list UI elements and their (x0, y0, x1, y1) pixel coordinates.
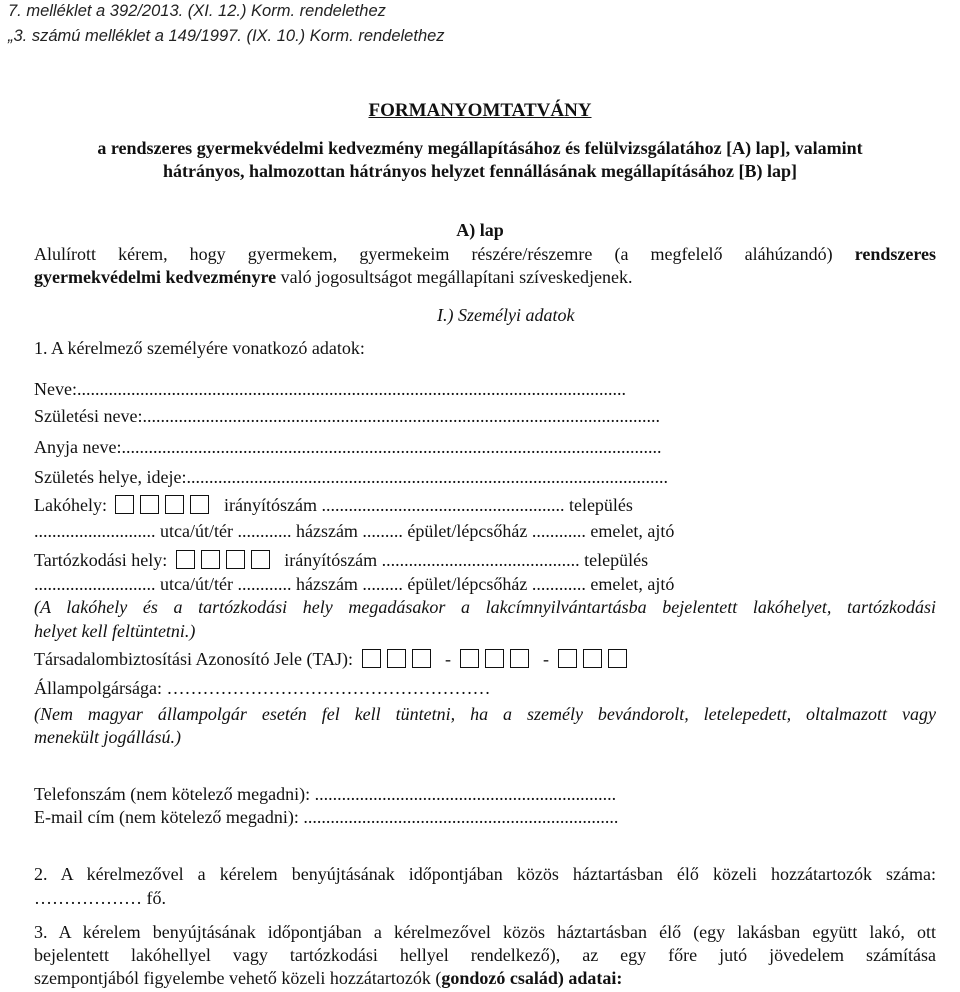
postcode-box[interactable] (190, 495, 209, 514)
field-anyja-neve[interactable]: Anyja neve:........................................................................................................................ (34, 437, 662, 457)
allampolgar-note-line-2: menekült jogállású.) (34, 727, 181, 747)
section-a-title: A) lap (456, 220, 504, 240)
field-szuletes-helye[interactable]: Születés helye, ideje:........................................................................................................... (34, 467, 668, 487)
lakohely-rest: irányítószám ...................................................... település (223, 495, 633, 515)
postcode-box[interactable] (226, 550, 245, 569)
postcode-box[interactable] (140, 495, 159, 514)
taj-box[interactable] (460, 649, 479, 668)
item-2-line-2[interactable]: ……………… fő. (34, 888, 166, 908)
form-subtitle-line-2: hátrányos, halmozottan hátrányos helyzet fennállásának megállapításához [B) lap] (162, 161, 798, 181)
form-title: FORMANYOMTATVÁNY (368, 100, 592, 121)
taj-box[interactable] (485, 649, 504, 668)
intro-line-1 (34, 243, 936, 265)
taj-box[interactable] (510, 649, 529, 668)
taj-box[interactable] (608, 649, 627, 668)
taj-box[interactable] (583, 649, 602, 668)
postcode-box[interactable] (251, 550, 270, 569)
lakcim-note-line-2: helyet kell feltüntetni.) (34, 621, 196, 641)
taj-group-2[interactable] (460, 648, 535, 670)
field-email[interactable]: E-mail cím (nem kötelező megadni): ...................................................................... (34, 807, 619, 827)
item-2-line-1: 2. A kérelmezővel a kérelem benyújtásának időpontjában közös háztartásban élő közeli hozzátartozók száma: (34, 864, 936, 884)
field-allampolgarsag[interactable]: Állampolgársága: ……………………………………………… (34, 678, 491, 698)
item-3-line-3 (34, 967, 936, 989)
field-tartozkodasi-line-2[interactable]: ........................... utca/út/tér ............ házszám ......... épület/lépcsőház ............ emelet, ajtó (34, 574, 675, 594)
item-3-line-3-text: szempontjából figyelembe vehető közeli hozzátartozók ( (34, 968, 442, 988)
postcode-box[interactable] (115, 495, 134, 514)
field-lakohely-line-2[interactable]: ........................... utca/út/tér ............ házszám ......... épület/lépcsőház ............ emelet, ajtó (34, 521, 675, 541)
taj-label: Társadalombiztosítási Azonosító Jele (TAJ): (34, 649, 353, 669)
taj-dash-2: - (543, 649, 549, 669)
taj-group-1[interactable] (362, 648, 437, 670)
taj-box[interactable] (558, 649, 577, 668)
intro-line-2-text: való jogosultságot megállapítani szíveskedjenek. (280, 267, 633, 287)
tartozkodasi-label: Tartózkodási hely: (34, 550, 168, 570)
lakohely-label: Lakóhely: (34, 495, 107, 515)
header-line-1: 7. melléklet a 392/2013. (XI. 12.) Korm. rendelethez (8, 2, 386, 20)
field-szuletesi-nev[interactable]: Születési neve:................................................................................................................... (34, 406, 660, 426)
item-1-heading: 1. A kérelmező személyére vonatkozó adatok: (34, 338, 365, 358)
intro-line-1-text: Alulírott kérem, hogy gyermekem, gyermekeim részére/részemre (a megfelelő aláhúzandó) (34, 244, 833, 264)
taj-box[interactable] (362, 649, 381, 668)
field-taj (34, 648, 936, 670)
header-line-2: „3. számú melléklet a 149/1997. (IX. 10.) Korm. rendelethez (8, 27, 445, 45)
allampolgar-note-line-1: (Nem magyar állampolgár esetén fel kell tüntetni, ha a személy bevándorolt, letelepedett, oltalmazott vagy (34, 704, 936, 724)
item-3-line-2: bejelentett lakóhellyel vagy tartózkodási hellyel rendelkező), az egy főre jutó jövedelem számítása (34, 945, 936, 965)
personal-data-heading: I.) Személyi adatok (437, 305, 575, 325)
taj-dash-1: - (445, 649, 451, 669)
lakcim-note-line-1: (A lakóhely és a tartózkodási hely megadásakor a lakcímnyilvántartásba bejelentett lakóhelyet, tartózkodási (34, 597, 936, 617)
tartozkodasi-rest: irányítószám ............................................ település (284, 550, 649, 570)
taj-box[interactable] (412, 649, 431, 668)
field-tartozkodasi (34, 549, 936, 571)
taj-box[interactable] (387, 649, 406, 668)
tartozkodasi-postcode-boxes[interactable] (176, 549, 276, 571)
field-telefon[interactable]: Telefonszám (nem kötelező megadni): ................................................................... (34, 784, 617, 804)
field-lakohely (34, 494, 936, 516)
intro-line-2 (34, 266, 936, 288)
intro-line-1-bold: rendszeres (854, 244, 936, 264)
item-3-line-1: 3. A kérelem benyújtásának időpontjában a kérelmezővel közös háztartásban élő (egy lakásban együtt lakó, ott (34, 922, 936, 942)
form-subtitle-line-1: a rendszeres gyermekvédelmi kedvezmény megállapításához és felülvizsgálatához [A) lap], valamint (97, 138, 863, 158)
item-3-line-3-bold: gondozó család) adatai: (441, 968, 623, 988)
postcode-box[interactable] (176, 550, 195, 569)
field-nev[interactable]: Neve:.......................................................................................................................... (34, 379, 626, 399)
postcode-box[interactable] (165, 495, 184, 514)
lakohely-postcode-boxes[interactable] (115, 494, 215, 516)
intro-line-2-bold: gyermekvédelmi kedvezményre (34, 267, 277, 287)
postcode-box[interactable] (201, 550, 220, 569)
taj-group-3[interactable] (558, 648, 633, 670)
